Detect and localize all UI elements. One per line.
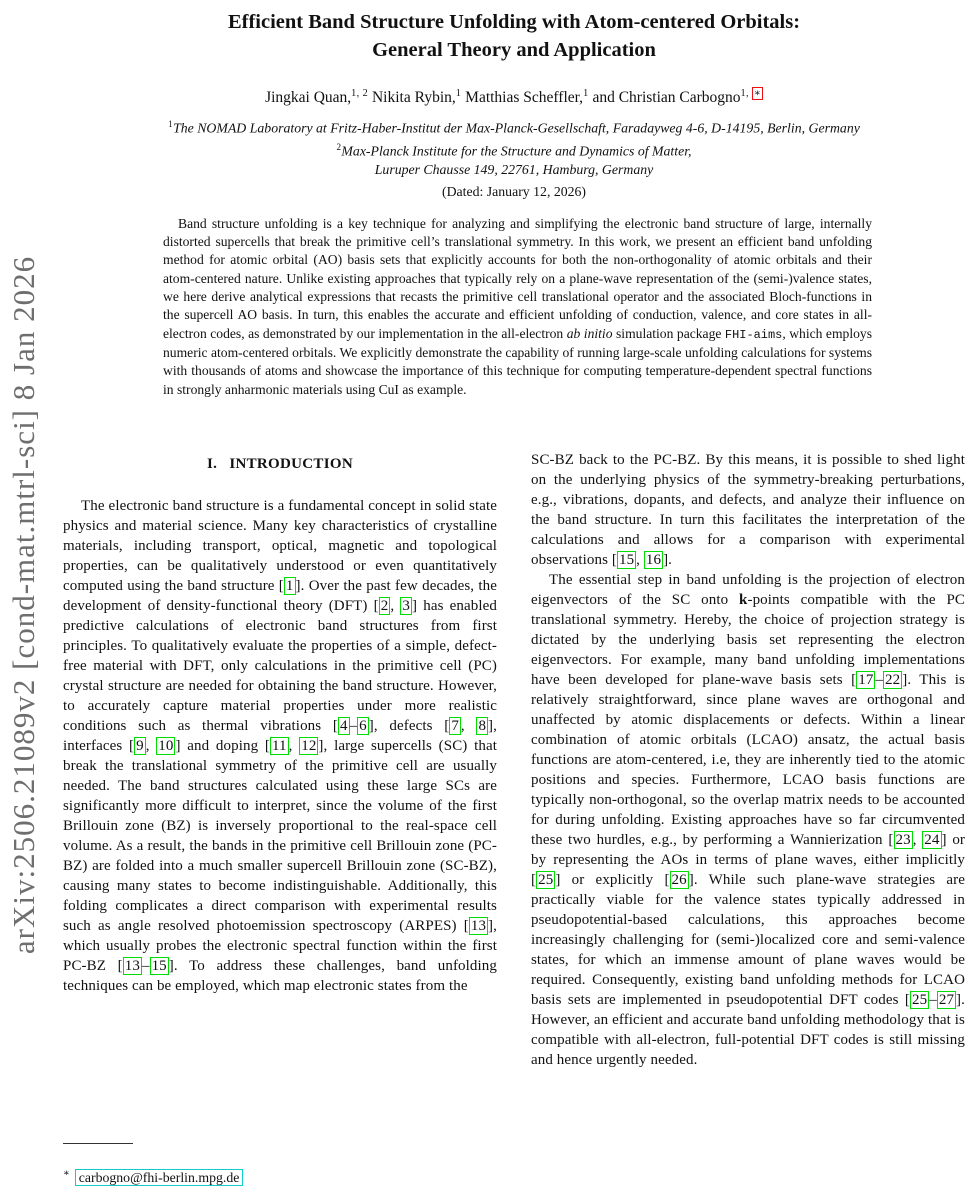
body-paragraph	[531, 570, 965, 1070]
citation-link[interactable]: 26	[671, 872, 687, 888]
text-segment: , which employs numeric atom-centered orbitals. We explicitly demonstrate the capability of running large-scale unfolding calculations for systems with thousands of atoms and showcase the importance of this technique for computing temperature-dependent spectral functions in strongly anharmonic materials using CuI as example.	[163, 325, 872, 397]
body-paragraph	[63, 496, 497, 996]
text-segment: Band structure unfolding is a key technique for analyzing and simplifying the electronic band structure of large, internally distorted supercells that break the primitive cell’s translational symmetry. In this work, we present an efficient band unfolding method for atomic orbital (AO) basis sets that explicitly accounts for both the non-orthogonality of atomic orbitals and their atom-centered nature. Unlike existing approaches that typically rely on a plane-wave representation of the (semi-)valence states, we here derive analytical expressions that recasts the primitive cell translational operator and the associated Bloch-functions in the supercell AO basis. In turn, this enables the accurate and efficient unfolding of conduction, valence, and core states in all-electron codes, as demonstrated by our implementation in the all-electron	[163, 215, 872, 341]
text-segment: and Christian Carbogno	[588, 89, 741, 107]
dated-line: (Dated: January 12, 2026)	[441, 183, 587, 199]
paper-title	[63, 9, 965, 64]
citation-link[interactable]: 25	[538, 872, 554, 888]
text-segment: 1,	[740, 88, 752, 99]
citation-link[interactable]: 27	[938, 992, 955, 1008]
abstract	[163, 215, 872, 399]
text-segment: SC-BZ back to the PC-BZ. By this means, it is possible to shed light on the underlying physics of the symmetry-breaking perturbations, e.g., vibrations, dopants, and defects, and analyze their influence on the band structure. In turn this facilitates the interpretation of the calculations and allows for a comparison with experimental observations [	[531, 452, 965, 568]
text-segment: ,	[636, 552, 644, 568]
citation-link[interactable]: 16	[645, 552, 662, 568]
text-segment: ], large supercells (SC) that break the translational symmetry of the primitive cell are usually needed. The band structures calculated using these large SCs are significantly more difficult to interpret, since the volume of the first Brillouin zone (BZ) is inversely proportional to the real-space cell volume. As a result, the bands in the primitive cell Brillouin zone (PC-BZ) are folded into a much smaller supercell Brillouin zone (SC-BZ), causing many states to become indistinguishable. Additionally, this folding complicates a direct comparison with experimental results such as angle resolved photoemission spectroscopy (ARPES) [	[63, 738, 497, 934]
affiliation-2	[63, 138, 965, 161]
email-link[interactable]: carbogno@fhi-berlin.mpg.de	[75, 1169, 244, 1186]
affiliations	[63, 115, 965, 180]
text-segment: Jingkai Quan,	[265, 89, 352, 107]
footnote-block	[63, 1143, 497, 1186]
text-segment: –	[349, 718, 358, 734]
text-segment: –	[141, 958, 150, 974]
footnote-rule	[63, 1143, 133, 1144]
text-segment: ] has enabled predictive calculations of electronic band structures from first principles. To qualitatively evaluate the properties of a simple, defect-free material with DFT, only calculations in the primitive cell (PC) crystal structure are needed for obtaining the band structure. However, to accurately capture material properties under more realistic conditions such as thermal vibrations [	[63, 598, 497, 734]
affiliation-1	[63, 115, 965, 138]
text-segment: 1	[168, 119, 174, 130]
citation-link[interactable]: 24	[924, 832, 940, 848]
text-segment: ], interfaces [	[63, 718, 497, 754]
text-segment: 1, 2	[351, 88, 369, 99]
text-segment: ,	[912, 832, 923, 848]
citation-link[interactable]: 15	[618, 552, 635, 568]
citation-link[interactable]: 23	[895, 832, 911, 848]
footnote-marker: ∗	[63, 1168, 70, 1179]
citation-link[interactable]: 1	[285, 578, 294, 594]
text-segment: -points compatible with the PC translational symmetry. Hereby, the choice of projection strategy is dictated by the underlying basis set representing the electron eigenvectors. For example, many band unfolding implementations have been developed for plane-wave basis sets [	[531, 592, 966, 688]
arxiv-watermark: arXiv:2506.21089v2 [cond-mat.mtrl-sci] 8 Jan 2026	[6, 255, 41, 955]
text-segment: ,	[390, 598, 401, 614]
citation-link[interactable]: 4	[339, 718, 348, 734]
citation-link[interactable]: 2	[380, 598, 389, 614]
affiliation-3	[63, 161, 965, 180]
citation-link[interactable]: 11	[272, 738, 287, 754]
text-segment: ], which usually probes the electronic spectral function within the first PC-BZ [	[63, 918, 497, 974]
text-segment: –	[875, 672, 884, 688]
text-segment: ] or explicitly [	[555, 872, 670, 888]
two-column-body	[63, 450, 965, 1070]
text-segment: k	[739, 592, 748, 608]
citation-link[interactable]: 3	[402, 598, 410, 614]
text-segment: ]. However, an efficient and accurate band unfolding methodology that is compatible with all-electron, full-potential DFT codes is still missing and hence urgently needed.	[531, 992, 965, 1068]
citation-link[interactable]: 13	[124, 958, 140, 974]
right-column	[531, 450, 965, 1070]
text-segment: 2	[336, 142, 342, 153]
text-segment: ], defects [	[368, 718, 450, 734]
citation-link[interactable]: 17	[858, 672, 874, 688]
text-segment: ]. Over the past few decades, the development of density-functional theory (DFT) [	[63, 578, 497, 614]
citation-link[interactable]: 9	[136, 738, 144, 754]
text-segment: Max-Planck Institute for the Structure and Dynamics of Matter,	[341, 143, 692, 159]
text-segment: ].	[663, 552, 673, 568]
text-segment: ,	[288, 738, 300, 754]
footnote	[63, 1168, 497, 1186]
citation-link[interactable]: 13	[470, 918, 487, 934]
body-paragraph	[531, 450, 965, 570]
text-segment: ]. While such plane-wave strategies are practically viable for the valence states typically addressed in pseudopotential-based calculations, this approaches become increasingly challenging for (semi-)localized core and semi-valence states, for which an immense amount of plane waves would be required. Consequently, existing band unfolding methods for LCAO basis sets are implemented in pseudopotential DFT codes [	[531, 872, 965, 1008]
paper-content	[63, 0, 965, 399]
text-segment: ] and doping [	[175, 738, 270, 754]
text-segment: The electronic band structure is a fundamental concept in solid state physics and material science. Many key characteristics of crystalline materials, including transport, optical, magnetic and topological properties, can be qualitatively understood or even quantitatively computed using the band structure [	[63, 498, 497, 594]
text-segment: Matthias Scheffler,	[461, 89, 584, 107]
text-segment: simulation package	[612, 325, 725, 341]
text-segment: –	[929, 992, 937, 1008]
citation-link[interactable]: 25	[912, 992, 928, 1008]
text-segment: The essential step in band unfolding is the projection of electron eigenvectors of the SC onto	[531, 572, 965, 608]
text-segment: The NOMAD Laboratory at Fritz-Haber-Institut der Max-Planck-Gesellschaft, Faradayweg 4-6, D-14195, Berlin, Germany	[173, 120, 860, 136]
authors-line	[63, 88, 965, 107]
left-column	[63, 450, 497, 1070]
text-segment: ,	[460, 718, 477, 734]
text-segment: FHI-aims	[724, 327, 783, 342]
paper-title-line1: Efficient Band Structure Unfolding with Atom-centered Orbitals:	[227, 11, 801, 33]
text-segment: ] or by representing the AOs in terms of plane waves, either implicitly [	[531, 832, 966, 888]
citation-link[interactable]: 8	[478, 718, 487, 734]
text-segment: ab initio	[566, 325, 613, 341]
citation-link[interactable]: 15	[151, 958, 167, 974]
text-segment: ]. To address these challenges, band unfolding techniques can be employed, which map electronic states from the	[63, 958, 497, 994]
citation-link[interactable]: 22	[885, 672, 901, 688]
text-segment: ,	[145, 738, 157, 754]
text-segment: Nikita Rybin,	[368, 89, 456, 107]
citation-link[interactable]: 12	[301, 738, 317, 754]
citation-link[interactable]: 10	[158, 738, 174, 754]
citation-link[interactable]: 6	[359, 718, 367, 734]
text-segment: Luruper Chausse 149, 22761, Hamburg, Germany	[374, 162, 654, 178]
text-segment: ]. This is relatively straightforward, since plane waves are orthogonal and unaffected by atomic displacements or defects. Within a linear combination of atomic orbitals (LCAO) ansatz, the actual basis functions are atom-centered, i.e, they are inherently tied to the atomic positions and species. Furthermore, LCAO basis functions are typically non-orthogonal, so the overlap matrix needs to be accounted for during unfolding. Existing approaches have so far circumvented these two hurdles, e.g., by performing a Wannierization [	[531, 672, 965, 848]
section-heading-introduction: I. INTRODUCTION	[207, 456, 353, 472]
citation-link[interactable]: 7	[451, 718, 459, 734]
author-footnote-link[interactable]: ∗	[753, 88, 761, 99]
text-segment: 1	[455, 88, 462, 99]
paper-title-line2: General Theory and Application	[372, 38, 656, 61]
text-segment: 1	[583, 88, 589, 99]
